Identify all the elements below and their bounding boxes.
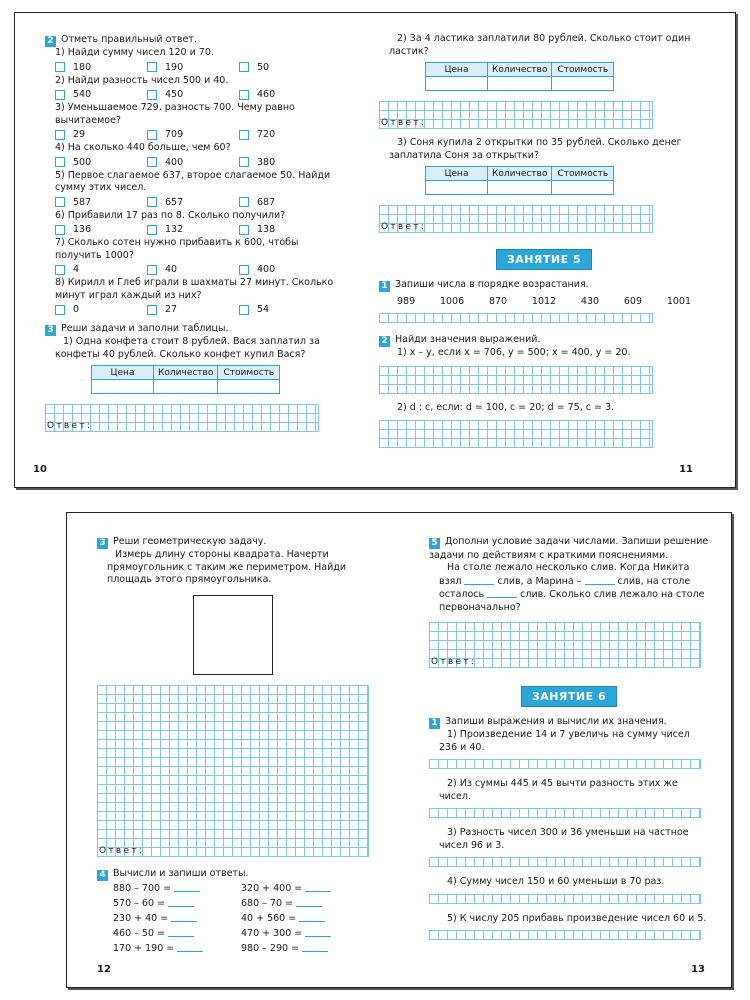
table-cell[interactable] [218,380,280,394]
option[interactable]: 136 [55,223,147,236]
answer-blank[interactable] [305,927,331,937]
answer-grid[interactable] [429,808,701,818]
task-text: Измерь длину стороны квадрата. Начерти прямоугольник с таким же периметром. Найди площадь этого прямоугольника. [107,549,347,585]
checkbox[interactable] [239,157,249,167]
answer-blank[interactable] [174,882,200,892]
table-cell[interactable] [552,77,614,91]
task-1-heading: 1 Запиши числа в порядке возрастания. [379,278,709,292]
task-item: 2) Из суммы 445 и 45 вычти разность этих же чисел. [439,778,678,802]
checkbox[interactable] [239,225,249,235]
lesson-header [379,249,709,270]
option[interactable]: 54 [239,303,331,316]
page-number: 13 [691,964,705,975]
number: 609 [623,296,642,307]
task-item: 1) Произведение 14 и 7 увеличь на сумму чисел 236 и 40. [439,729,690,753]
option[interactable]: 657 [147,196,239,209]
spread-pages-10-11 [14,12,736,488]
checkbox[interactable] [147,62,157,72]
number: 1012 [531,296,557,307]
option[interactable]: 709 [147,128,239,141]
option[interactable]: 400 [239,263,331,276]
answer-label: Ответ: [381,222,427,232]
task-5-heading: 5 Дополни условие задачи числами. Запиши решение задачи по действиям с краткими пояснениями. [429,536,709,561]
task-number: 4 [97,870,108,881]
table-cell[interactable] [92,380,154,394]
option[interactable]: 40 [147,263,239,276]
question: 5) Первое слагаемое 637, второе слагаемое 50. Найди сумму этих чисел. [55,169,331,193]
checkbox[interactable] [55,157,65,167]
number: 1006 [439,296,465,307]
option[interactable]: 380 [239,156,331,169]
fill-blank[interactable] [464,575,494,585]
answer-grid[interactable] [429,759,701,769]
option[interactable]: 500 [55,156,147,169]
answer-blank[interactable] [296,897,322,907]
options [45,128,345,141]
answer-blank[interactable] [168,897,194,907]
price-table: Цена Количество Стоимость [91,365,280,394]
question: 8) Кирилл и Глеб играли в шахматы 27 минут. Сколько минут играл каждый из них? [55,277,334,301]
answer-grid[interactable] [429,894,701,904]
page-10 [45,33,345,432]
answer-grid[interactable] [379,205,653,233]
option[interactable]: 587 [55,196,147,209]
task-text: На столе лежало несколько слив. Когда Никита взял слив, а Марина – слив, на столе осталось слив. Сколько слив лежало на столе первоначально? [439,562,705,613]
page-number: 11 [679,464,693,475]
option[interactable]: 132 [147,223,239,236]
table-cell[interactable] [426,181,488,195]
answer-grid[interactable] [45,404,319,432]
checkbox[interactable] [147,90,157,100]
option[interactable]: 450 [147,88,239,101]
checkbox[interactable] [147,265,157,275]
answer-label: Ответ: [47,421,93,431]
option[interactable]: 27 [147,303,239,316]
question: 1) Найди сумму чисел 120 и 70. [55,47,214,58]
checkbox[interactable] [147,130,157,140]
options [45,156,345,169]
equation-row: 570 – 60 = 680 – 70 = [97,896,377,911]
page-number: 10 [33,464,47,475]
task-number: 1 [429,718,440,729]
option[interactable]: 687 [239,196,331,209]
answer-grid[interactable] [429,857,701,867]
checkbox[interactable] [147,225,157,235]
lesson-title: ЗАНЯТИЕ 6 [521,686,617,707]
options [45,88,345,101]
expression: 1) x – y, если x = 706, y = 500; x = 400, y = 20. [397,347,631,358]
page-12-lower [97,867,377,956]
options [45,223,345,236]
option[interactable]: 540 [55,88,147,101]
question: 4) На сколько 440 больше, чем 60? [55,142,231,153]
option[interactable]: 138 [239,223,331,236]
options [45,61,345,74]
answer-grid[interactable] [429,930,701,940]
task-item: 3) Разность чисел 300 и 36 уменьши на частное чисел 96 и 3. [439,827,689,851]
option[interactable]: 400 [147,156,239,169]
fill-blank[interactable] [585,575,615,585]
option[interactable]: 29 [55,128,147,141]
answer-label: Ответ: [431,657,477,667]
number-list [379,292,709,307]
number: 870 [488,296,508,307]
answer-label: Ответ: [99,846,145,856]
price-table: Цена Количество Стоимость [425,166,614,195]
task-item: 5) К числу 205 прибавь произведение чисел 60 и 5. [447,912,707,924]
checkbox[interactable] [55,197,65,207]
option[interactable]: 50 [239,61,331,74]
question: 3) Соня купила 2 открытки по 35 рублей. Сколько денег заплатила Соня за открытки? [389,137,682,161]
answer-blank[interactable] [299,912,325,922]
expression: 2) d : c, если: d = 100, c = 20; d = 75, c = 3. [397,401,615,413]
page-12 [97,535,377,587]
checkbox[interactable] [147,157,157,167]
answer-blank[interactable] [302,942,328,952]
answer-grid[interactable] [379,420,653,448]
drawing-grid[interactable] [97,685,369,857]
number: 430 [580,296,600,307]
task-number: 2 [45,36,56,47]
task-number: 2 [379,336,390,347]
task-number: 1 [379,281,390,292]
option[interactable]: 180 [55,61,147,74]
task-number: 3 [45,325,56,336]
lesson-header [429,686,709,707]
answer-blank[interactable] [177,942,203,952]
checkbox[interactable] [239,305,249,315]
page-11 [379,33,709,448]
answer-blank[interactable] [168,927,194,937]
options [45,303,345,316]
task-3-heading: 3 Реши геометрическую задачу. [97,535,377,549]
task-2-heading: 2 Найди значения выражений. [379,333,709,347]
equation-row: 230 + 40 = 40 + 560 = [97,911,377,926]
spread-pages-12-13 [66,512,732,988]
task-number: 3 [97,538,108,549]
equation-row: 170 + 190 = 980 – 290 = [97,941,377,956]
square-figure [193,595,273,675]
option[interactable]: 190 [147,61,239,74]
answer-blank[interactable] [171,912,197,922]
checkbox[interactable] [55,130,65,140]
option[interactable]: 720 [239,128,331,141]
option[interactable]: 0 [55,303,147,316]
number: 989 [397,296,416,307]
table-cell[interactable] [552,181,614,195]
checkbox[interactable] [55,62,65,72]
equation-row: 880 – 700 = 320 + 400 = [97,881,377,896]
answer-grid[interactable] [429,622,701,668]
price-table: Цена Количество Стоимость [425,62,614,91]
checkbox[interactable] [55,90,65,100]
task-2-heading: 2 Отметь правильный ответ. [45,33,345,47]
checkbox[interactable] [239,130,249,140]
question: 3) Уменьшаемое 729, разность 700. Чему равно вычитаемое? [55,102,295,126]
answer-grid[interactable] [379,366,653,394]
checkbox[interactable] [239,62,249,72]
option[interactable]: 4 [55,263,147,276]
options [45,263,345,276]
checkbox[interactable] [55,225,65,235]
answer-grid[interactable] [379,101,653,129]
checkbox[interactable] [239,265,249,275]
table-cell[interactable] [154,380,218,394]
lesson-title: ЗАНЯТИЕ 5 [496,249,592,270]
options [45,196,345,209]
question: 1) Одна конфета стоит 8 рублей. Вася заплатил за конфеты 40 рублей. Сколько конфет купил Вася? [55,336,320,360]
checkbox[interactable] [55,305,65,315]
task-number: 5 [429,538,440,549]
number: 1001 [666,296,691,307]
question: 2) За 4 ластика заплатили 80 рублей. Сколько стоит один ластик? [389,33,691,57]
task-item: 4) Сумму чисел 150 и 60 уменьши в 70 раз. [447,876,665,887]
task-1-heading: 1 Запиши выражения и вычисли их значения. [429,715,709,729]
checkbox[interactable] [55,265,65,275]
page-13 [429,535,709,940]
answer-blank[interactable] [305,882,331,892]
equation-row: 460 – 50 = 470 + 300 = [97,926,377,941]
table-cell[interactable] [488,181,552,195]
fill-blank[interactable] [487,588,517,598]
table-cell[interactable] [488,77,552,91]
page-number: 12 [97,964,111,975]
checkbox[interactable] [147,305,157,315]
question: 2) Найди разность чисел 500 и 40. [55,74,229,86]
question: 6) Прибавили 17 раз по 8. Сколько получили? [55,209,286,221]
task-4-heading: 4 Вычисли и запиши ответы. [97,867,377,881]
answer-grid[interactable] [379,313,653,323]
task-3-heading: 3 Реши задачи и заполни таблицы. [45,322,345,336]
checkbox[interactable] [147,197,157,207]
question: 7) Сколько сотен нужно прибавить к 600, чтобы получить 1000? [55,237,299,261]
checkbox[interactable] [239,90,249,100]
checkbox[interactable] [239,197,249,207]
option[interactable]: 460 [239,88,331,101]
table-cell[interactable] [426,77,488,91]
answer-label: Ответ: [381,118,427,128]
